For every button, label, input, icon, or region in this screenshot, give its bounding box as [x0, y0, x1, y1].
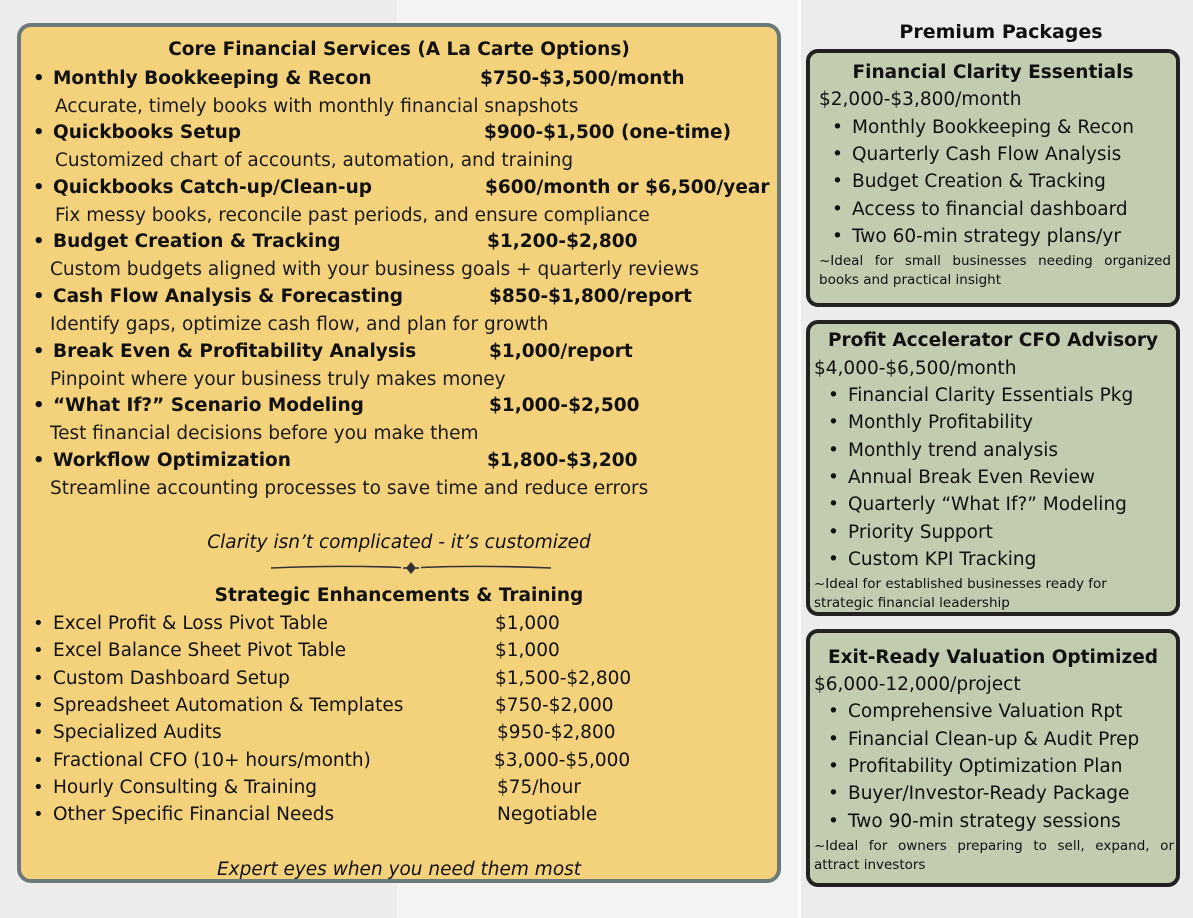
package-item-label: Priority Support — [848, 522, 993, 543]
enhancement-name: Custom Dashboard Setup — [53, 668, 290, 689]
package-item-label: Comprehensive Valuation Rpt — [848, 701, 1123, 722]
enhancement-name: Fractional CFO (10+ hours/month) — [53, 750, 371, 771]
bullet: • — [832, 199, 843, 220]
package-card-exit-ready — [806, 629, 1180, 887]
enhancement-name: Specialized Audits — [53, 722, 222, 743]
service-price: $600/month or $6,500/year — [485, 177, 770, 198]
service-price: $900-$1,500 (one-time) — [484, 122, 732, 143]
bullet: • — [33, 750, 44, 771]
service-desc: Pinpoint where your business truly makes money — [50, 369, 506, 390]
service-name: Quickbooks Setup — [53, 122, 242, 143]
enhancement-price: $1,500-$2,800 — [495, 668, 632, 689]
tagline: Clarity isn’t complicated - it’s customized — [207, 532, 591, 553]
package-item-label: Monthly Profitability — [848, 412, 1033, 433]
premium-packages-title: Premium Packages — [899, 21, 1103, 43]
package-item — [828, 729, 1140, 750]
service-name: Budget Creation & Tracking — [53, 231, 341, 252]
enhancement-price: $3,000-$5,000 — [494, 750, 631, 771]
core-services-title: Core Financial Services (A La Carte Options) — [168, 39, 630, 60]
package-item — [828, 783, 1130, 804]
enhancement-name: Hourly Consulting & Training — [53, 777, 318, 798]
enhancement-price: $750-$2,000 — [495, 695, 614, 716]
bullet: • — [33, 695, 44, 716]
service-name: Cash Flow Analysis & Forecasting — [53, 286, 403, 307]
bullet: • — [828, 522, 839, 543]
service-price: $1,200-$2,800 — [487, 231, 638, 252]
package-item-label: Quarterly “What If?” Modeling — [848, 494, 1127, 515]
bullet: • — [33, 231, 45, 252]
bullet: • — [832, 144, 843, 165]
package-item — [828, 549, 1037, 570]
package-note: ~Ideal for small businesses needing organized books and practical insight — [819, 253, 1171, 288]
package-item — [828, 467, 1096, 488]
bullet: • — [33, 68, 45, 89]
bullet: • — [828, 385, 839, 406]
package-item-label: Profitability Optimization Plan — [848, 756, 1123, 777]
bullet: • — [33, 177, 45, 198]
bullet: • — [33, 286, 45, 307]
bullet: • — [828, 811, 839, 832]
service-name: Monthly Bookkeeping & Recon — [53, 68, 372, 89]
package-item — [828, 494, 1127, 515]
service-price: $850-$1,800/report — [489, 286, 692, 307]
package-item-label: Custom KPI Tracking — [848, 549, 1037, 570]
service-name: “What If?” Scenario Modeling — [53, 395, 364, 416]
service-desc: Streamline accounting processes to save time and reduce errors — [50, 478, 649, 499]
package-item — [832, 117, 1134, 138]
service-name: Workflow Optimization — [53, 450, 291, 471]
enhancement-price: Negotiable — [497, 804, 598, 825]
package-item-label: Buyer/Investor-Ready Package — [848, 783, 1130, 804]
service-price: $1,000-$2,500 — [489, 395, 640, 416]
service-desc: Identify gaps, optimize cash flow, and plan for growth — [50, 314, 549, 335]
ornament-divider — [271, 559, 551, 577]
package-price: $2,000-$3,800/month — [819, 89, 1022, 110]
package-item — [832, 199, 1128, 220]
package-note: ~Ideal for owners preparing to sell, expand, or attract investors — [814, 838, 1174, 873]
bullet: • — [33, 777, 44, 798]
package-item — [832, 171, 1106, 192]
bullet: • — [828, 756, 839, 777]
bullet: • — [828, 729, 839, 750]
service-desc: Customized chart of accounts, automation, and training — [55, 150, 574, 171]
enhancement-price: $75/hour — [497, 777, 581, 798]
service-price: $1,000/report — [489, 341, 633, 362]
bullet: • — [33, 668, 44, 689]
bullet: • — [828, 549, 839, 570]
package-item-label: Monthly trend analysis — [848, 440, 1059, 461]
bullet: • — [33, 722, 44, 743]
package-item-label: Budget Creation & Tracking — [852, 171, 1106, 192]
bullet: • — [828, 494, 839, 515]
service-desc: Accurate, timely books with monthly financial snapshots — [55, 96, 579, 117]
bullet: • — [828, 783, 839, 804]
bullet: • — [33, 341, 45, 362]
bullet: • — [33, 613, 44, 634]
service-price: $1,800-$3,200 — [487, 450, 638, 471]
enhancement-name: Excel Balance Sheet Pivot Table — [53, 640, 347, 661]
package-item-label: Quarterly Cash Flow Analysis — [852, 144, 1122, 165]
enhancement-name: Other Specific Financial Needs — [53, 804, 335, 825]
bullet: • — [33, 804, 44, 825]
package-item-label: Access to financial dashboard — [852, 199, 1128, 220]
bullet: • — [828, 412, 839, 433]
package-title: Exit-Ready Valuation Optimized — [827, 647, 1159, 668]
package-item — [828, 385, 1134, 406]
package-item-label: Monthly Bookkeeping & Recon — [852, 117, 1134, 138]
package-price: $6,000-12,000/project — [814, 674, 1021, 695]
enhancement-name: Spreadsheet Automation & Templates — [53, 695, 404, 716]
package-item — [828, 412, 1033, 433]
service-name: Break Even & Profitability Analysis — [53, 341, 417, 362]
package-item — [828, 811, 1121, 832]
package-item — [832, 144, 1122, 165]
service-desc: Fix messy books, reconcile past periods, and ensure compliance — [55, 205, 650, 226]
bullet: • — [828, 701, 839, 722]
enhancement-price: $1,000 — [495, 613, 560, 634]
package-item-label: Annual Break Even Review — [848, 467, 1096, 488]
bullet: • — [832, 117, 843, 138]
service-price: $750-$3,500/month — [480, 68, 685, 89]
package-card-profit-accelerator — [806, 320, 1180, 616]
service-desc: Custom budgets aligned with your business goals + quarterly reviews — [50, 259, 699, 280]
core-services-panel — [17, 23, 781, 883]
bullet: • — [832, 226, 843, 247]
package-item — [828, 756, 1123, 777]
footer-tagline: Expert eyes when you need them most — [216, 859, 582, 880]
enhancement-price: $950-$2,800 — [497, 722, 616, 743]
enhancements-title: Strategic Enhancements & Training — [214, 585, 584, 606]
package-price: $4,000-$6,500/month — [814, 358, 1017, 379]
package-item-label: Financial Clean-up & Audit Prep — [848, 729, 1140, 750]
package-card-financial-clarity — [806, 49, 1180, 307]
package-item — [832, 226, 1121, 247]
package-item — [828, 701, 1123, 722]
bullet: • — [33, 640, 44, 661]
package-item-label: Two 60-min strategy plans/yr — [852, 226, 1121, 247]
package-item — [828, 522, 993, 543]
package-item-label: Financial Clarity Essentials Pkg — [848, 385, 1134, 406]
bullet: • — [828, 467, 839, 488]
bullet: • — [33, 122, 45, 143]
bullet: • — [33, 395, 45, 416]
enhancement-name: Excel Profit & Loss Pivot Table — [53, 613, 328, 634]
service-desc: Test financial decisions before you make them — [50, 423, 479, 444]
enhancement-price: $1,000 — [495, 640, 560, 661]
bullet: • — [33, 450, 45, 471]
package-title: Profit Accelerator CFO Advisory — [827, 330, 1159, 351]
bullet: • — [832, 171, 843, 192]
bullet: • — [828, 440, 839, 461]
package-note: ~Ideal for established businesses ready for strategic financial leadership — [814, 576, 1107, 611]
package-item — [828, 440, 1059, 461]
service-name: Quickbooks Catch-up/Clean-up — [53, 177, 373, 198]
package-item-label: Two 90-min strategy sessions — [848, 811, 1121, 832]
package-title: Financial Clarity Essentials — [852, 62, 1134, 83]
